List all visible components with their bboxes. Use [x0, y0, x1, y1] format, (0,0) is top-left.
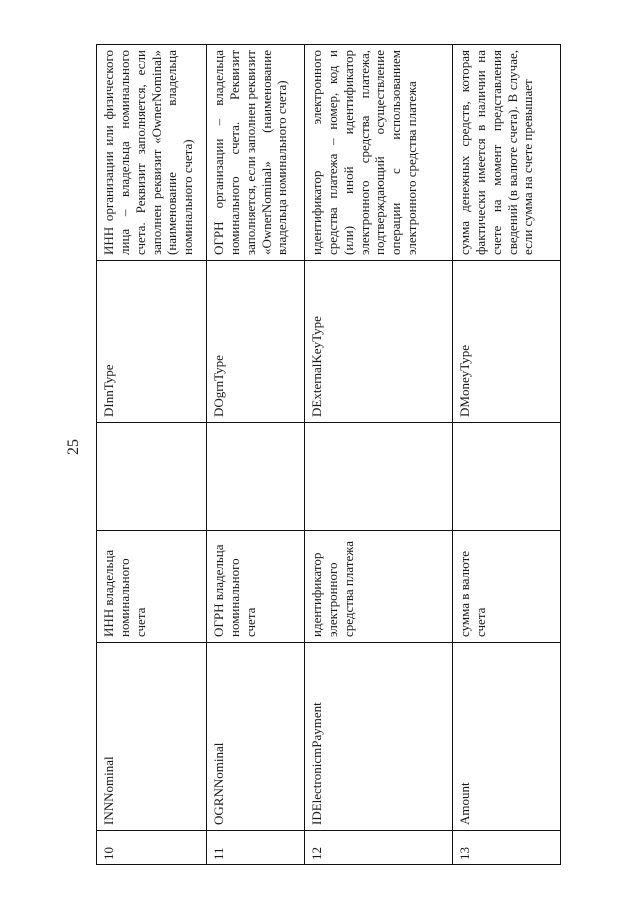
row-number: 12: [305, 831, 453, 865]
field-description: ОГРН организации – владельца номинального счета. Реквизит заполняется, если заполнен реквизит «OwnerNominal» (наименование владельца номинального счета): [207, 45, 305, 261]
field-label: ИНН владельца номинального счета: [97, 531, 207, 643]
field-description: ИНН организации или физического лица – владельца номинального счета. Реквизит заполняется, если заполнен реквизит «OwnerNominal» (наименование владельца номинального счета): [97, 45, 207, 261]
field-name: OGRNNominal: [207, 643, 305, 831]
table-row: [207, 45, 305, 865]
field-name: INNNominal: [97, 643, 207, 831]
table-row: [97, 45, 207, 865]
field-type: DExternalKeyType: [305, 261, 453, 423]
field-label: сумма в валюте счета: [453, 531, 561, 643]
rotated-table-wrapper: [96, 45, 560, 865]
field-description: сумма денежных средств, которая фактически имеется в наличии на счете на момент представления сведений (в валюте счета). В случае, если сумма на счете превышает: [453, 45, 561, 261]
field-label: идентификатор электронного средства платежа: [305, 531, 453, 643]
empty-cell: [207, 423, 305, 531]
field-type: DMoneyType: [453, 261, 561, 423]
table-row: [453, 45, 561, 865]
field-name: IDElectronicmPayment: [305, 643, 453, 831]
page-number: 25: [65, 439, 82, 455]
table-row: [305, 45, 453, 865]
field-description: идентификатор электронного средства платежа – номер, код и (или) иной идентификатор электронного средства платежа, подтверждающий осуществление операции с использованием электронного средства платежа: [305, 45, 453, 261]
empty-cell: [305, 423, 453, 531]
field-name: Amount: [453, 643, 561, 831]
requisites-table: [96, 44, 561, 865]
field-type: DInnType: [97, 261, 207, 423]
row-number: 10: [97, 831, 207, 865]
field-type: DOgrnType: [207, 261, 305, 423]
empty-cell: [97, 423, 207, 531]
row-number: 11: [207, 831, 305, 865]
empty-cell: [453, 423, 561, 531]
row-number: 13: [453, 831, 561, 865]
field-label: ОГРН владельца номинального счета: [207, 531, 305, 643]
